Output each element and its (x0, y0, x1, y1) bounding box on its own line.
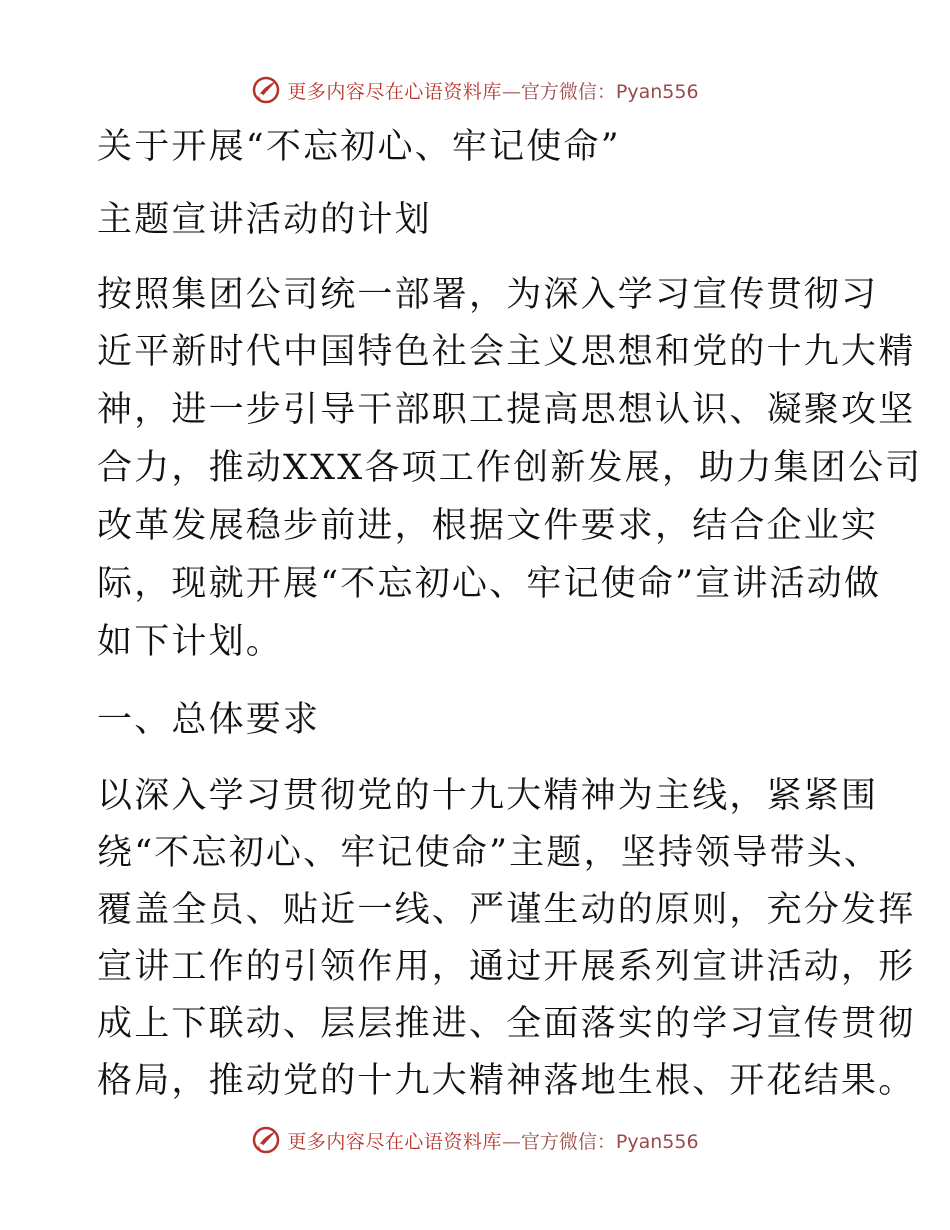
footer-watermark (0, 1120, 950, 1160)
header-watermark (0, 70, 950, 110)
watermark-dash: — (501, 80, 521, 103)
paragraph-2-line: 绕“不忘初心、牢记使命”主题，坚持领导带头、 (97, 833, 882, 873)
paragraph-1-line: 合力，推动XXX各项工作创新发展，助力集团公司 (97, 448, 923, 488)
title-line-1: 关于开展“不忘初心、牢记使命” (97, 127, 621, 167)
watermark-wechat-text: 官方微信：Pyan556 (520, 1130, 699, 1153)
paragraph-2-line: 格局，推动党的十九大精神落地生根、开花结果。 (97, 1061, 916, 1101)
watermark-dash: — (501, 1130, 521, 1153)
paragraph-1-line: 如下计划。 (97, 622, 284, 662)
paragraph-2-line: 以深入学习贯彻党的十九大精神为主线，紧紧围 (97, 776, 879, 816)
paragraph-2-line: 成上下联动、层层推进、全面落实的学习宣传贯彻 (97, 1004, 916, 1044)
paragraph-1-line: 改革发展稳步前进，根据文件要求，结合企业实 (97, 506, 879, 546)
section-heading: 一、总体要求 (97, 700, 321, 740)
ink-brush-logo-icon (251, 1125, 281, 1155)
paragraph-2-line: 覆盖全员、贴近一线、严谨生动的原则，充分发挥 (97, 890, 916, 930)
paragraph-2-line: 宣讲工作的引领作用，通过开展系列宣讲活动，形 (97, 947, 916, 987)
paragraph-1-line: 际，现就开展“不忘初心、牢记使命”宣讲活动做 (97, 564, 882, 604)
title-line-2: 主题宣讲活动的计划 (97, 200, 432, 240)
watermark-site-text: 更多内容尽在心语资料库 (287, 1130, 502, 1153)
paragraph-1-line: 按照集团公司统一部署，为深入学习宣传贯彻习 (97, 275, 879, 315)
watermark-site-text: 更多内容尽在心语资料库 (287, 80, 502, 103)
watermark-wechat-text: 官方微信：Pyan556 (520, 80, 699, 103)
paragraph-1-line: 神，进一步引导干部职工提高思想认识、凝聚攻坚 (97, 390, 916, 430)
ink-brush-logo-icon (251, 75, 281, 105)
paragraph-1-line: 近平新时代中国特色社会主义思想和党的十九大精 (97, 332, 916, 372)
